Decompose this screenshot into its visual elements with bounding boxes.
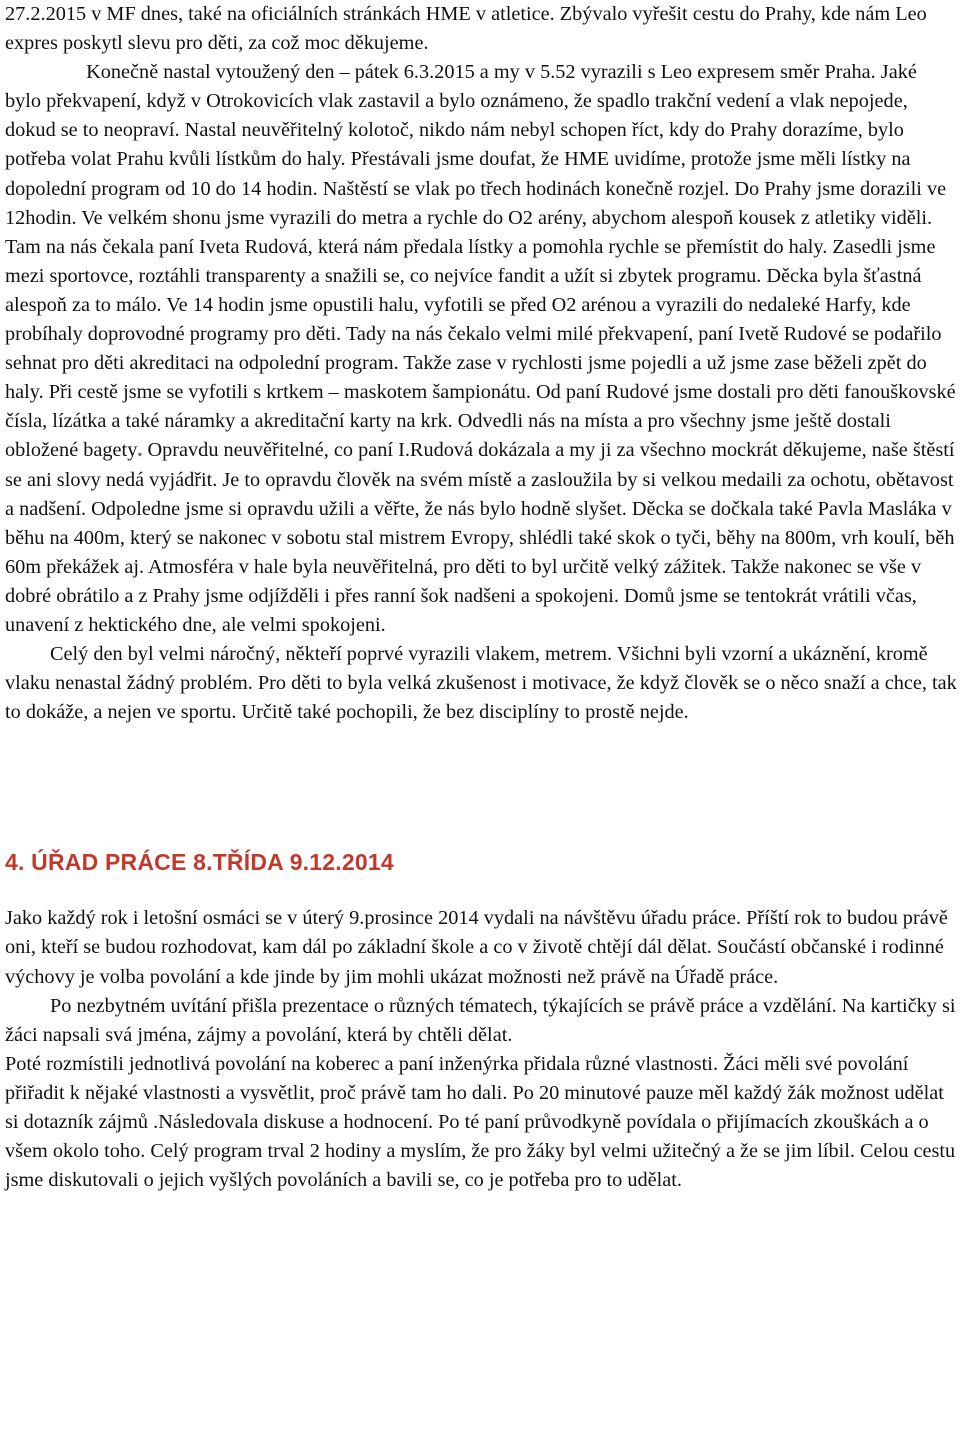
paragraph-presentation: Po nezbytném uvítání přišla prezentace o různých tématech, týkajících se právě práce a vzdělání. Na kartičky si žáci napsali svá jména, zájmy a povolání, která by chtěli dělat. bbox=[5, 994, 956, 1046]
paragraph-visit: Jako každý rok i letošní osmáci se v úterý 9.prosince 2014 vydali na návštěvu úřadu práce. Příští rok to budou právě oni, kteří se budou rozhodovat, kam dál po základní škole a co v životě chtějí dál dělat. Součástí občanské i rodinné výchovy je volba povolání a kde jinde by jim mohli ukázat možnosti než právě na Úřadě práce. bbox=[5, 907, 948, 988]
text-intro-line: 27.2.2015 v MF dnes, také na oficiálních stránkách HME v atletice. Zbývalo vyřešit cestu do Prahy, kde nám Leo expres poskytl slevu pro děti, za což moc děkujeme. bbox=[5, 3, 927, 55]
section-athletics-trip bbox=[5, 0, 957, 727]
heading-spacer bbox=[5, 877, 957, 904]
paragraph-intro bbox=[5, 0, 957, 640]
paragraph-summary: Celý den byl velmi náročný, někteří poprvé vyrazili vlakem, metrem. Všichni byli vzorní a ukáznění, kromě vlaku nenastal žádný problém. Pro děti to byla velká zkušenost i motivace, že když člověk se o něco snaží a chce, tak to dokáže, a nejen ve sportu. Určitě také pochopili, že bez disciplíny to prostě nejde. bbox=[5, 643, 957, 724]
document-page bbox=[5, 0, 957, 1195]
paragraph-program: Poté rozmístili jednotlivá povolání na koberec a paní inženýrka přidala různé vlastnosti. Žáci měli své povolání přiřadit k nějaké vlastnosti a vysvětlit, proč právě tam ho dali. Po 20 minutové pauze měl každý žák možnost udělat si dotazník zájmů .Následovala diskuse a hodnocení. Po té paní průvodkyně povídala o přijímacích zkouškách a o všem okolo toho. Celý program trval 2 hodiny a myslím, že pro žáky byl velmi užitečný a že se jim líbil. Celou cestu jsme diskutovali o jejich vyšlých povoláních a bavili se, co je potřeba pro to udělat. bbox=[5, 1052, 956, 1192]
section-labour-office bbox=[5, 847, 957, 1195]
text-trip-story-end: Opravdu neuvěřitelné, co paní I.Rudová dokázala a my ji za všechno mockrát děkujeme, naše štěstí se ani slovy nedá vyjádřit. Je to opravdu člověk na svém místě a zasloužila by si velkou medaili za ochotu, obětavost a nadšení. Odpoledne jsme si opravdu užili a věřte, že nás bylo hodně slyšet. Děcka se dočkala také Pavla Masláka v běhu na 400m, který se nakonec v sobotu stal mistrem Evropy, shlédli také skok o tyči, běhy na 800m, vrh koulí, běh 60m překážek aj. Atmosféra v hale byla neuvěřitelná, pro děti to byl určitě velký zážitek. Takže nakonec se vše v dobré obrátilo a z Prahy jsme odjížděli i přes ranní šok nadšeni a spokojeni. Domů jsme se tentokrát vrátili včas, unavení z hektického dne, ale velmi spokojeni. bbox=[5, 439, 955, 636]
accent-period: . bbox=[137, 439, 143, 462]
section-gap bbox=[5, 727, 957, 847]
text-trip-story bbox=[5, 61, 956, 636]
section-heading: 4. ÚŘAD PRÁCE 8.TŘÍDA 9.12.2014 bbox=[5, 849, 394, 876]
text-trip-story-main: Konečně nastal vytoužený den – pátek 6.3.2015 a my v 5.52 vyrazili s Leo expresem směr Praha. Jaké bylo překvapení, když v Otrokovicích vlak zastavil a bylo oznámeno, že spadlo trakční vedení a vlak nepojede, dokud se to neopraví. Nastal neuvěřitelný kolotoč, nikdo nám nebyl schopen říct, kdy do Prahy dorazíme, bylo potřeba volat Prahu kvůli lístkům do haly. Přestávali jsme doufat, že HME uvidíme, protože jsme měli lístky na dopolední program od 10 do 14 hodin. Naštěstí se vlak po třech hodinách konečně rozjel. Do Prahy jsme dorazili ve 12hodin. Ve velkém shonu jsme vyrazili do metra a rychle do O2 arény, abychom alespoň kousek z atletiky viděli. Tam na nás čekala paní Iveta Rudová, která nám předala lístky a pomohla rychle se přemístit do haly. Zasedli jsme mezi sportovce, roztáhli transparenty a snažili se, co nejvíce fandit a užít si zbytek programu. Děcka byla šťastná alespoň za to málo. Ve 14 hodin jsme opustili halu, vyfotili se před O2 arénou a vyrazili do nedaleké Harfy, kde probíhaly doprovodné programy pro děti. Tady na nás čekalo velmi milé překvapení, paní Ivetě Rudové se podařilo sehnat pro děti akreditaci na odpolední program. Takže zase v rychlosti jsme pojedli a už jsme zase běželi zpět do haly. Při cestě jsme se vyfotili s krtkem – maskotem šampionátu. Od paní Rudové jsme dostali pro děti fanouškovské čísla, lízátka a také náramky a akreditační karty na krk. Odvedli nás na místa a pro všechny jsme ještě dostali obložené bagety bbox=[5, 61, 956, 462]
